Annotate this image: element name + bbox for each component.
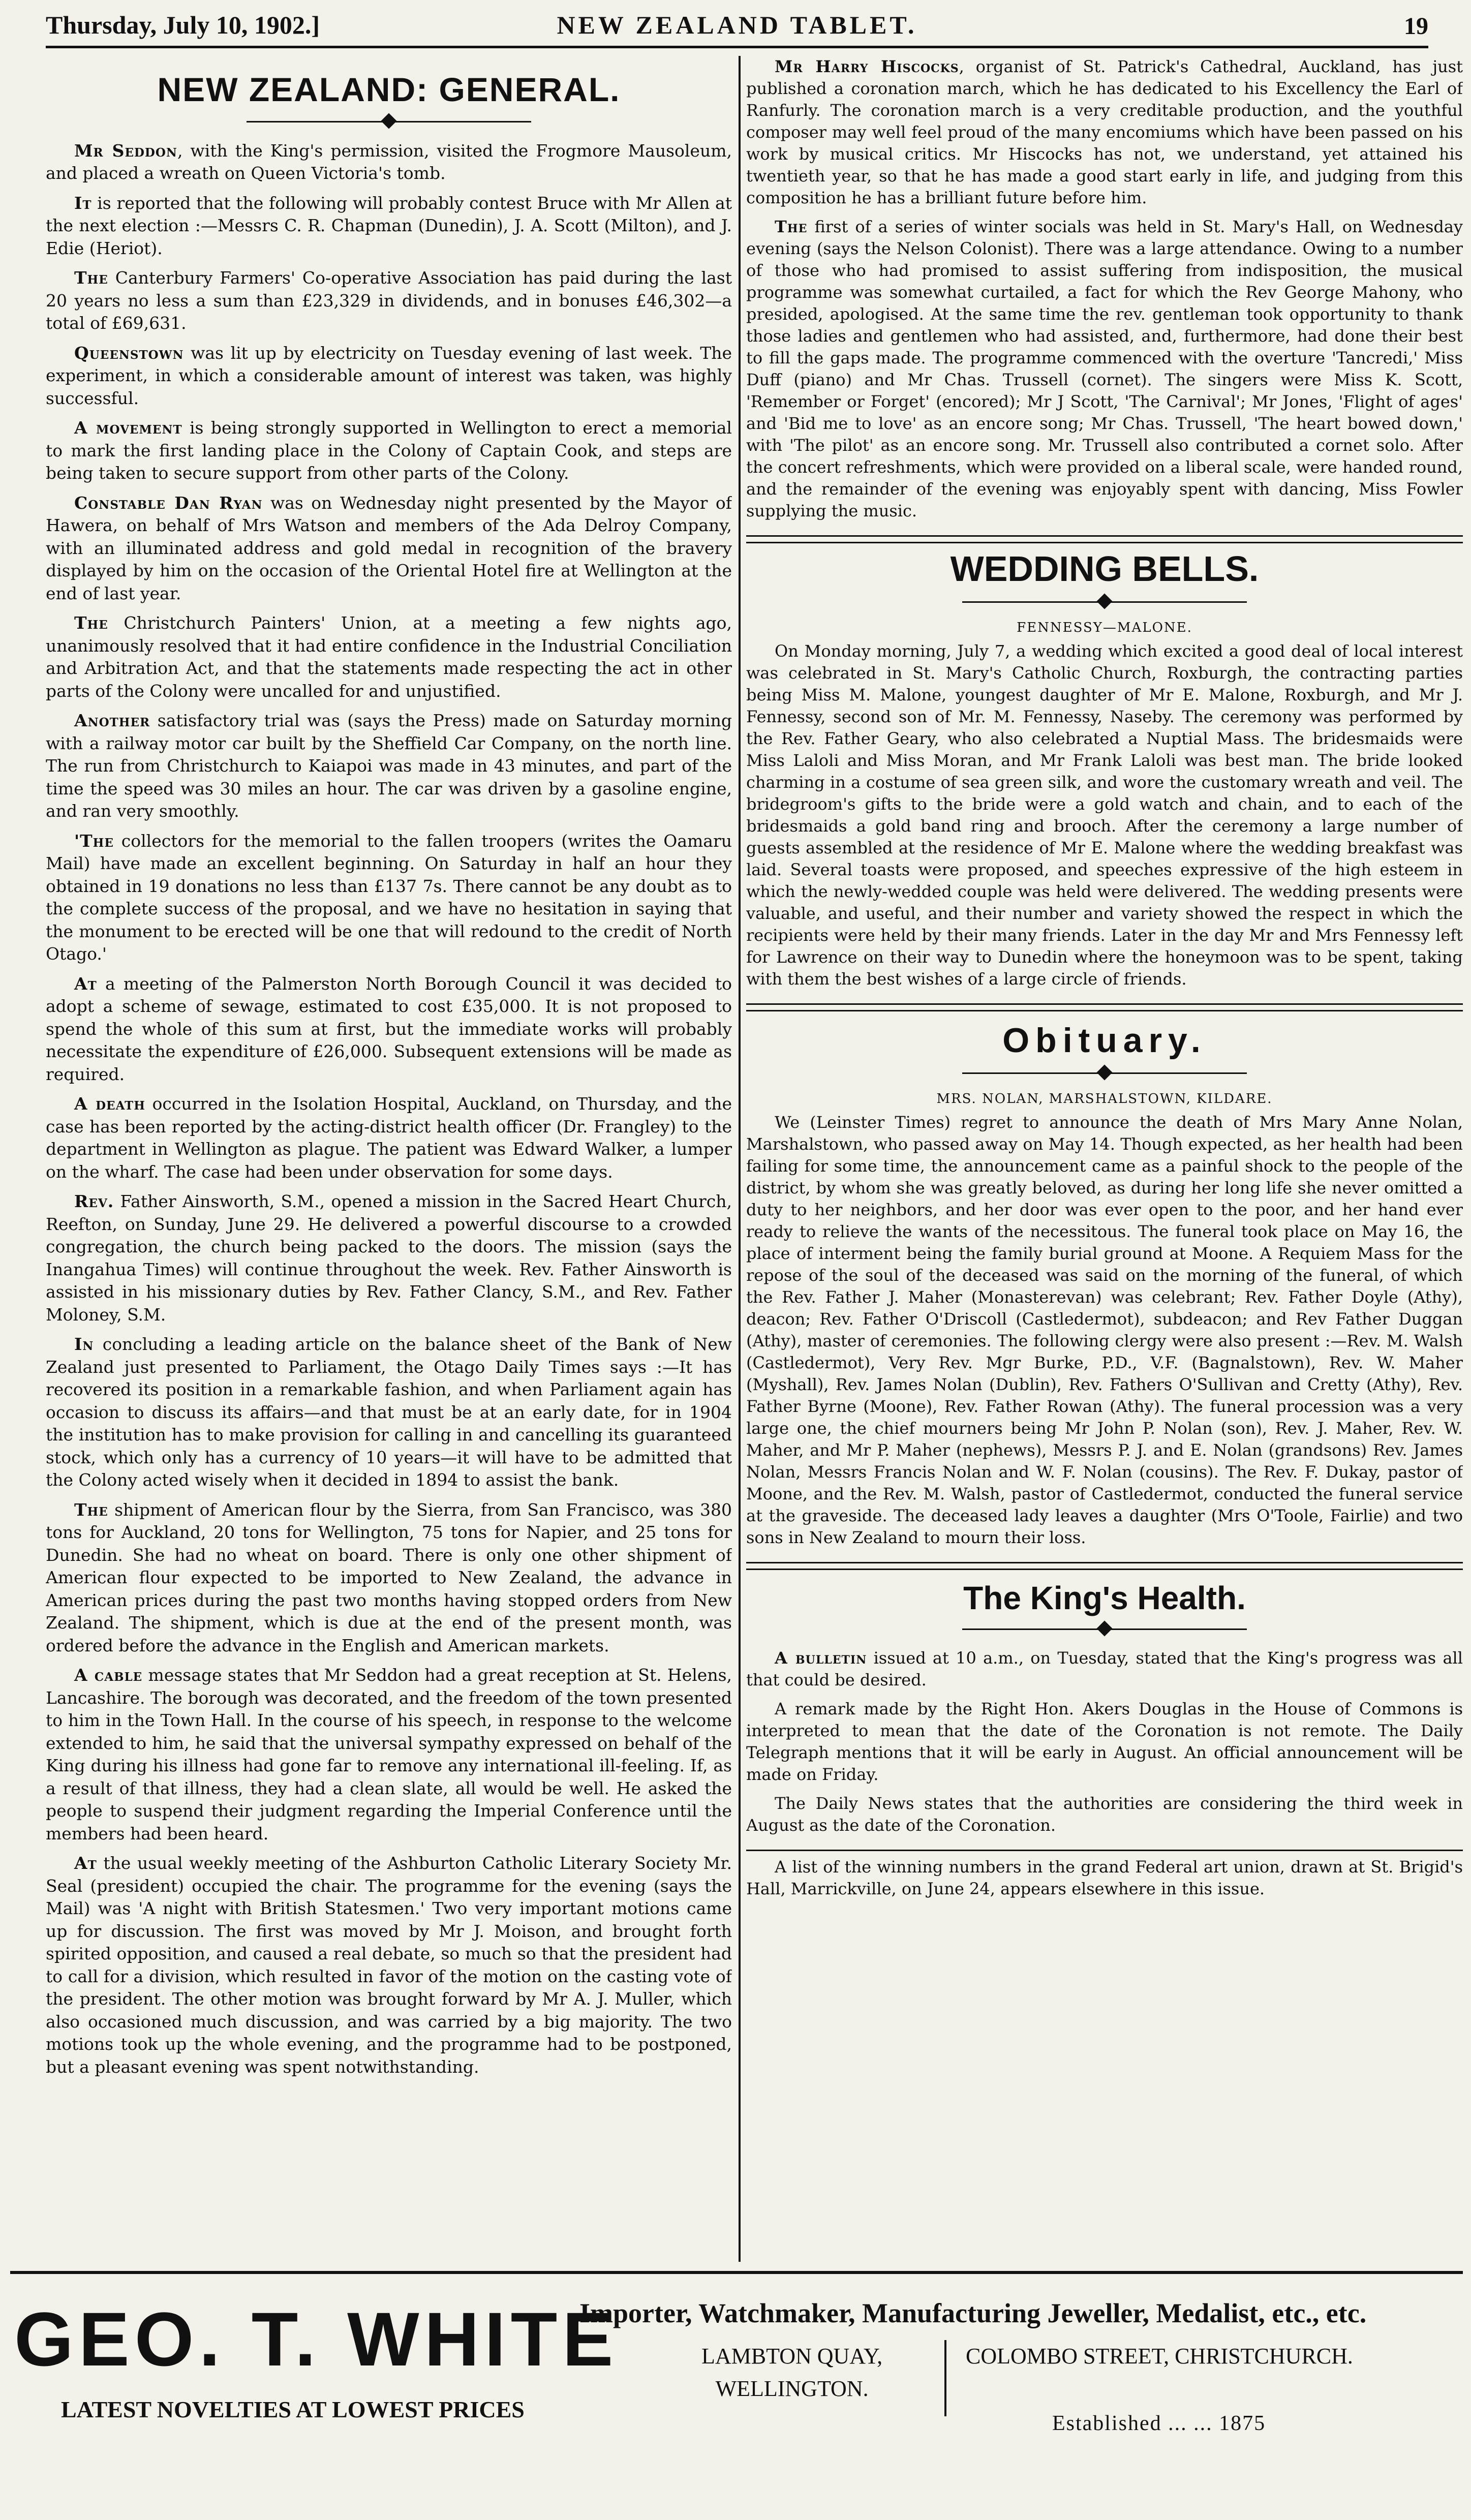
item-text: , with the King's permission, visited the Frogmore Mausoleum, and placed a wreath on Queen Victoria's tomb. xyxy=(46,140,732,183)
news-item xyxy=(46,140,732,185)
advert-brand: GEO. T. WHITE xyxy=(14,2296,619,2382)
right-top-news xyxy=(746,56,1463,522)
item-lead: A movement xyxy=(74,418,182,438)
item-text: The Daily News states that the authorities are considering the third week in August as the date of the Coronation. xyxy=(746,1794,1463,1835)
item-lead: A bulletin xyxy=(775,1648,867,1668)
item-lead: The xyxy=(74,613,108,633)
ornament-divider xyxy=(247,110,531,133)
news-item xyxy=(46,417,732,485)
item-lead: Rev. xyxy=(74,1191,114,1212)
address-line: LAMBTON QUAY, xyxy=(701,2344,883,2369)
section-rule xyxy=(746,535,1463,543)
left-column xyxy=(46,56,732,2262)
news-item xyxy=(46,192,732,260)
item-lead: A cable xyxy=(74,1665,143,1685)
art-union-notice: A list of the winning numbers in the grand Federal art union, drawn at St. Brigid's Hall, Marrickville, on June 24, appears elsewhere in this issue. xyxy=(746,1857,1463,1899)
advert-established: Established ... ... 1875 xyxy=(1052,2412,1266,2435)
item-text: a meeting of the Palmerston North Borough Council it was decided to adopt a scheme of sewage, estimated to cost £35,000. It is not proposed to spend the whole of this sum at first, but the immediate works will probably necessitate the expenditure of £26,000. Subsequent extensions will be made as required. xyxy=(46,973,732,1084)
news-item xyxy=(46,612,732,702)
item-text: Father Ainsworth, S.M., opened a mission in the Sacred Heart Church, Reefton, on Sunday, June 29. He delivered a powerful discourse to a crowded congregation, the church being packed to the doors. The mission (says the Inangahua Times) will continue throughout the week. Rev. Father Ainsworth is assisted in his missionary duties by Rev. Father Clancy, S.M., and Rev. Father Moloney, S.M. xyxy=(46,1191,732,1325)
news-item xyxy=(746,1647,1463,1691)
advert-trade: Importer, Watchmaker, Manufacturing Jeweller, Medalist, etc., etc. xyxy=(579,2298,1367,2328)
masthead xyxy=(46,7,1428,48)
address-divider xyxy=(944,2340,946,2416)
address-line: COLOMBO STREET, CHRISTCHURCH. xyxy=(966,2344,1353,2369)
item-lead: Mr Seddon xyxy=(74,140,177,161)
news-item xyxy=(46,267,732,335)
item-lead: The xyxy=(74,268,108,288)
news-item xyxy=(46,492,732,605)
column-divider xyxy=(739,56,741,2262)
news-item xyxy=(46,1852,732,2078)
news-item xyxy=(746,1793,1463,1836)
news-item xyxy=(46,1190,732,1326)
item-text: , organist of St. Patrick's Cathedral, Auckland, has just published a coronation march, which he has dedicated to his Excellency the Earl of Ranfurly. The coronation march is a very creditable production, and the youthful composer may well feel proud of the many encomiums which have been passed on his work by musical critics. Mr Hiscocks has not, we understand, yet attained his twentieth year, so that he has made a good start early in life, and judging from this composition he has a brilliant future before him. xyxy=(746,57,1463,207)
item-lead: Constable Dan Ryan xyxy=(74,493,263,513)
section-rule xyxy=(746,1562,1463,1570)
item-lead: Mr Harry Hiscocks xyxy=(775,57,959,76)
news-item xyxy=(46,1093,732,1183)
item-text: Canterbury Farmers' Co-operative Association has paid during the last 20 years no less a sum than £23,329 in dividends, and in bonuses £46,302—a total of £69,631. xyxy=(46,268,732,333)
advert-address-wellington xyxy=(701,2340,882,2405)
item-text: was on Wednesday night presented by the Mayor of Hawera, on behalf of Mrs Watson and members of the Ada Delroy Company, with an illuminated address and gold medal in recognition of the bravery displayed by him on the occasion of the Oriental Hotel fire at Wellington at the end of last year. xyxy=(46,493,732,603)
section-heading-obituary: Obituary. xyxy=(1002,1021,1207,1060)
item-text: is reported that the following will probably contest Bruce with Mr Allen at the next election :—Messrs C. R. Chapman (Dunedin), J. A. Scott (Milton), and J. Edie (Heriot). xyxy=(46,193,732,258)
item-text: was lit up by electricity on Tuesday evening of last week. The experiment, in which a considerable amount of interest was taken, was highly successful. xyxy=(46,343,732,408)
news-item xyxy=(746,1698,1463,1786)
general-news-list xyxy=(46,140,732,2079)
wedding-subhead: FENNESSY—MALONE. xyxy=(1017,620,1192,635)
section-heading-wedding: WEDDING BELLS. xyxy=(950,549,1259,589)
news-item xyxy=(46,830,732,966)
item-lead: Queenstown xyxy=(74,343,184,363)
section-heading-general: NEW ZEALAND: GENERAL. xyxy=(157,71,621,108)
item-text: first of a series of winter socials was held in St. Mary's Hall, on Wednesday evening (says the Nelson Colonist). There was a large attendance. Owing to a number of those who had promised to assist suffering from indisposition, the musical programme was somewhat curtailed, a fact for which the Rev George Mahony, who presided, apologised. At the same time the rev. gentleman took opportunity to thank those ladies and gentlemen who had assisted, and, furthermore, had done their best to fill the gaps made. The programme commenced with the overture 'Tancredi,' Miss Duff (piano) and Mr Chas. Trussell (cornet). The singers were Miss K. Scott, 'Remember or Forget' (encored); Mr J Scott, 'The Carnival'; Mr Jones, 'Flight of ages' and 'Bid me to love' as an encore song; Mr Chas. Trussell, 'The heart bowed down,' with 'The pilot' as an encore song. Mr. Trussell also contributed a cornet solo. After the concert refreshments, which were provided on a liberal scale, were handed round, and the remainder of the evening was enjoyably spent with dancing, Miss Fowler supplying the music. xyxy=(746,217,1463,520)
issue-date: Thursday, July 10, 1902.] xyxy=(46,11,320,39)
item-lead: The xyxy=(74,1499,108,1520)
news-item xyxy=(46,973,732,1086)
king-health-list xyxy=(746,1647,1463,1836)
item-text: Christchurch Painters' Union, at a meeting a few nights ago, unanimously resolved that it had entire confidence in the Industrial Conciliation and Arbitration Act, and that the statements made respecting the act in other parts of the Colony were uncalled for and unjustified. xyxy=(46,613,732,701)
item-text: occurred in the Isolation Hospital, Auckland, on Thursday, and the case has been reported by the acting-district health officer (Dr. Frangley) to the department in Wellington as plague. The patient was Edward Walker, a lumper on the wharf. The case had been under observation for some days. xyxy=(46,1094,732,1182)
item-text: issued at 10 a.m., on Tuesday, stated that the King's progress was all that could be desired. xyxy=(746,1648,1463,1690)
advert-tagline: LATEST NOVELTIES AT LOWEST PRICES xyxy=(61,2396,525,2422)
news-item xyxy=(46,1499,732,1657)
section-heading-king: The King's Health. xyxy=(963,1579,1246,1616)
item-lead: 'The xyxy=(74,831,114,851)
obituary-article: We (Leinster Times) regret to announce the death of Mrs Mary Anne Nolan, Marshalstown, who passed away on May 14. Though expected, as her health had been failing for some time, the announcement came as a painful shock to the people of the district, by whom she was greatly beloved, as during her long life she never omitted a duty to her neighbors, and her door was ever open to the poor, and her hand ever ready to relieve the wants of the necessitous. The funeral took place on May 16, the place of interment being the family burial ground at Moone. A Requiem Mass for the repose of the soul of the deceased was said on the morning of the funeral, of which the Rev. Father J. Maher (Monasterevan) was celebrant; Rev. Father Doyle (Athy), deacon; Rev. Father O'Driscoll (Castledermot), subdeacon; and Rev Father Duggan (Athy), master of ceremonies. The following clergy were also present :—Rev. M. Walsh (Castledermot), Very Rev. Mgr Burke, P.D., V.F. (Bagnalstown), Rev. W. Maher (Myshall), Rev. James Nolan (Dublin), Rev. Fathers O'Sullivan and Cretty (Athy), Rev. Father Byrne (Moone), Rev. Father Rowan (Athy). The funeral procession was a very large one, the chief mourners being Mr John P. Nolan (son), Rev. J. Maher, Rev. W. Maher, and Mr P. Maher (nephews), Messrs P. J. and E. Nolan (grandsons) Rev. James Nolan, Messrs Francis Nolan and W. F. Nolan (cousins). The Rev. F. Dukay, pastor of Moone, and the Rev. M. Walsh, pastor of Castledermot, conducted the funeral service at the graveside. The deceased lady leaves a daughter (Mrs O'Toole, Fairlie) and two sons in New Zealand to mourn their loss. xyxy=(746,1112,1463,1547)
news-item xyxy=(46,1333,732,1492)
item-lead: A death xyxy=(74,1094,146,1114)
item-text: collectors for the memorial to the fallen troopers (writes the Oamaru Mail) have made an excellent beginning. On Saturday in half an hour they obtained in 19 donations no less than £137 7s. There cannot be any doubt as to the complete success of the proposal, and we have no hesitation in saying that the monument to be erected will be one that will redound to the credit of North Otago.' xyxy=(46,831,732,964)
ornament-divider xyxy=(962,1062,1247,1084)
news-item xyxy=(46,710,732,823)
address-line: WELLINGTON. xyxy=(715,2376,869,2401)
ornament-divider xyxy=(962,591,1247,613)
item-text: shipment of American flour by the Sierra, from San Francisco, was 380 tons for Auckland, 20 tons for Wellington, 75 tons for Napier, and 25 tons for Dunedin. She had no wheat on board. There is only one other shipment of American flour expected to be imported to New Zealand, the advance in American prices during the past two months having stopped orders from New Zealand. The shipment, which is due at the end of the present month, was ordered before the advance in the English and American markets. xyxy=(46,1499,732,1655)
item-lead: At xyxy=(74,973,97,994)
wedding-article: On Monday morning, July 7, a wedding which excited a good deal of local interest was celebrated in St. Mary's Catholic Church, Roxburgh, the contracting parties being Miss M. Malone, youngest daughter of Mr E. Malone, Roxburgh, and Mr J. Fennessy, second son of Mr. M. Fennessy, Naseby. The ceremony was performed by the Rev. Father Geary, who also celebrated a Nuptial Mass. The bridesmaids were Miss Laloli and Miss Moran, and Mr Frank Laloli was best man. The bride looked charming in a costume of sea green silk, and wore the customary wreath and veil. The bridegroom's gifts to the bride were a gold watch and chain, and to each of the bridesmaids a gold band ring and brooch. After the ceremony a large number of guests assembled at the residence of Mr E. Malone where the wedding breakfast was laid. Several toasts were proposed, and speeches expressive of the high esteem in which the newly-wedded couple was held were delivered. The wedding presents were valuable, and useful, and their number and variety showed the respect in which the recipients were held by their many friends. Later in the day Mr and Mrs Fennessy left for Lawrence on their way to Dunedin where the honeymoon was to be spent, taking with them the best wishes of a large circle of friends. xyxy=(746,641,1463,989)
ornament-divider xyxy=(962,1618,1247,1640)
item-lead: It xyxy=(74,193,92,213)
item-text: is being strongly supported in Wellington to erect a memorial to mark the first landing place in the Colony of Captain Cook, and steps are being taken to secure support from other parts of the Colony. xyxy=(46,418,732,483)
advert-address-christchurch xyxy=(966,2340,1353,2373)
item-text: the usual weekly meeting of the Ashburton Catholic Literary Society Mr. Seal (president) occupied the chair. The programme for the evening (says the Mail) was 'A night with British Statesmen.' Two very important motions came up for discussion. The first was moved by Mr J. Moison, and brought forth spirited opposition, and caused a real debate, so much so that the president had to call for a division, which resulted in favor of the motion on the casting vote of the president. The other motion was brought forward by Mr A. J. Muller, which also occasioned much discussion, and was carried by a big majority. The two motions took up the whole evening, and the programme had to be postponed, but a pleasant evening was spent notwithstanding. xyxy=(46,1853,732,2077)
paper-title: NEW ZEALAND TABLET. xyxy=(557,11,917,39)
section-rule xyxy=(746,1850,1463,1851)
item-text: message states that Mr Seddon had a great reception at St. Helens, Lancashire. The borough was decorated, and the freedom of the town presented to him in the Town Hall. In the course of his speech, in response to the welcome extended to him, he said that the universal sympathy expressed on behalf of the King during his illness had gone far to remove any international ill-feeling. If, as a result of that illness, they had a clean slate, all would be well. He asked the people to suspend their judgment regarding the Imperial Conference until the members had been heard. xyxy=(46,1665,732,1843)
item-text: satisfactory trial was (says the Press) made on Saturday morning with a railway motor car built by the Sheffield Car Company, on the north line. The run from Christchurch to Kaiapoi was made in 43 minutes, and part of the time the speed was 30 miles an hour. The car was driven by a gasoline engine, and ran very smoothly. xyxy=(46,711,732,821)
news-item xyxy=(46,342,732,410)
item-text: A remark made by the Right Hon. Akers Douglas in the House of Commons is interpreted to mean that the date of the Coronation is not remote. The Daily Telegraph mentions that it will be early in August. An official announcement will be made on Friday. xyxy=(746,1699,1463,1785)
item-lead: The xyxy=(775,217,808,236)
item-lead: In xyxy=(74,1334,94,1355)
section-rule xyxy=(746,1003,1463,1011)
obituary-subhead: MRS. NOLAN, MARSHALSTOWN, KILDARE. xyxy=(936,1091,1273,1107)
right-column xyxy=(746,56,1463,2262)
news-item xyxy=(746,216,1463,522)
news-item xyxy=(746,56,1463,209)
news-item xyxy=(46,1664,732,1845)
item-lead: At xyxy=(74,1853,97,1873)
item-text: concluding a leading article on the balance sheet of the Bank of New Zealand just presented to Parliament, the Otago Daily Times says :—It has recovered its position in a remarkable fashion, and when Parliament again has occasion to discuss its affairs—and that must be at an early date, for in 1904 the institution has to make provision for calling in and cancelling its guaranteed stock, which only has a currency of 10 years—it will have to be admitted that the Colony acted wisely when it decided in 1894 to assist the bank. xyxy=(46,1334,732,1490)
advertisement xyxy=(10,2271,1463,2508)
item-lead: Another xyxy=(74,711,150,731)
page-number: 19 xyxy=(1404,13,1428,40)
